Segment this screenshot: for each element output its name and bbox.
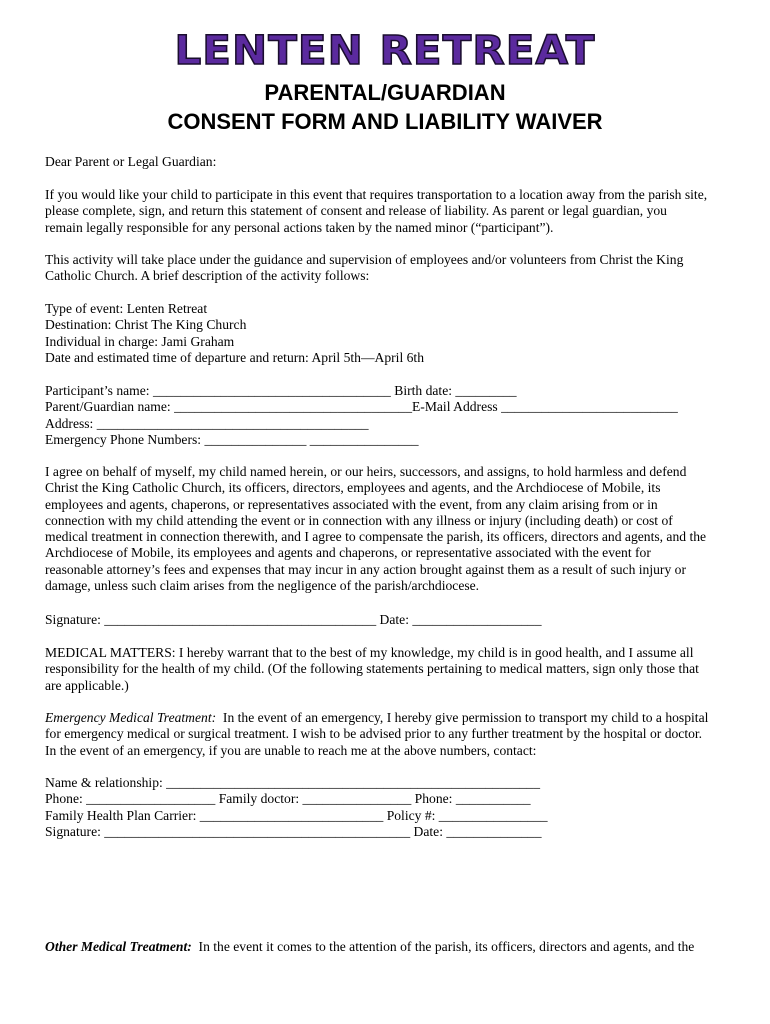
event-individual-in-charge: Individual in charge: Jami Graham xyxy=(45,333,235,349)
document-subtitle-2: CONSENT FORM AND LIABILITY WAIVER xyxy=(167,109,603,134)
other-medical-text: In the event it comes to the attention of the parish, its officers, directors and agents, and the xyxy=(191,939,695,954)
event-type: Type of event: Lenten Retreat xyxy=(45,301,208,316)
document-title: LENTEN RETREAT xyxy=(174,28,596,74)
medical-line: responsibility for the health of my child. (Of the following statements pertaining to medical matters, sign only those that xyxy=(45,661,699,677)
agreement-line: I agree on behalf of myself, my child named herein, or our heirs, successors, and assigns, to hold harmless and defend xyxy=(45,464,687,479)
intro-line: please complete, sign, and return this statement of consent and release of liability. As parent or legal guardian, you xyxy=(45,203,667,219)
agreement-paragraph xyxy=(45,464,735,594)
intro-paragraph xyxy=(45,187,735,236)
other-medical-label: Other Medical Treatment: xyxy=(45,939,192,954)
signature-date-field[interactable]: Signature: ________________________________________ Date: ___________________ xyxy=(45,612,542,627)
address-field[interactable]: Address: ________________________________________ xyxy=(45,415,369,431)
agreement-line: medical treatment in connection therewith, and I agree to compensate the parish, its officers, directors and agents, and the xyxy=(45,529,707,545)
greeting xyxy=(45,154,735,170)
emergency-phone-field[interactable]: Emergency Phone Numbers: _______________ ________________ xyxy=(45,431,419,447)
event-details xyxy=(45,301,735,366)
other-medical-line xyxy=(45,939,735,955)
emergency-first-line xyxy=(45,710,735,726)
agreement-line: Archdiocese of Mobile, its employees and agents and chaperons, or representative associated with the event for xyxy=(45,545,651,561)
parent-guardian-field[interactable]: Parent/Guardian name: ___________________________________E-Mail Address __________________________ xyxy=(45,399,678,415)
agreement-line: Christ the King Catholic Church, its officers, directors, employees and agents, and the Archdiocese of Mobile, its xyxy=(45,480,661,496)
agreement-line: employees and agents, chaperons, or representatives associated with the event, from any claim arising from or in xyxy=(45,496,658,512)
medical-line: are applicable.) xyxy=(45,677,129,693)
greeting-line: Dear Parent or Legal Guardian: xyxy=(45,154,217,169)
activity-line: This activity will take place under the guidance and supervision of employees and/or volunteers from Christ the King xyxy=(45,252,684,267)
agreement-line: connection with my child attending the event or in connection with any illness or injury (including death) or cost of xyxy=(45,512,673,528)
intro-line: If you would like your child to participate in this event that requires transportation to a location away from the parish site, xyxy=(45,187,708,202)
activity-line: Catholic Church. A brief description of the activity follows: xyxy=(45,268,370,284)
agreement-line: reasonable attorney’s fees and expenses that may incur in any action brought against them as a result of such injury or xyxy=(45,561,686,577)
intro-line: remain legally responsible for any personal actions taken by the named minor (“participant”). xyxy=(45,219,554,235)
event-dates: Date and estimated time of departure and return: April 5th—April 6th xyxy=(45,349,425,365)
other-medical-paragraph xyxy=(45,939,735,955)
emergency-contact-fields xyxy=(45,775,735,840)
name-relationship-field[interactable]: Name & relationship: _______________________________________________________ xyxy=(45,775,541,790)
agreement-line: damage, unless such claim arises from the negligence of the parish/archdiocese. xyxy=(45,578,480,594)
participant-name-field[interactable]: Participant’s name: ___________________________________ Birth date: _________ xyxy=(45,383,517,398)
phone-doctor-field[interactable]: Phone: ___________________ Family doctor: ________________ Phone: ___________ xyxy=(45,791,531,807)
emergency-treatment-label: Emergency Medical Treatment: xyxy=(45,710,217,725)
participant-fields xyxy=(45,383,735,448)
document-subtitle-1: PARENTAL/GUARDIAN xyxy=(264,80,506,105)
signature-section xyxy=(45,612,735,628)
emergency-first-line-text: In the event of an emergency, I hereby give permission to transport my child to a hospital xyxy=(216,710,709,725)
health-plan-field[interactable]: Family Health Plan Carrier: ___________________________ Policy #: ________________ xyxy=(45,807,548,823)
emergency-line: In the event of an emergency, if you are unable to reach me at the above numbers, contact: xyxy=(45,742,537,758)
medical-matters-paragraph xyxy=(45,645,735,694)
medical-signature-field[interactable]: Signature: _____________________________________________ Date: ______________ xyxy=(45,823,542,839)
emergency-treatment-paragraph xyxy=(45,710,735,759)
emergency-line: for emergency medical or surgical treatment. I wish to be advised prior to any further treatment by the hospital or doctor. xyxy=(45,726,703,742)
medical-line: MEDICAL MATTERS: I hereby warrant that to the best of my knowledge, my child is in good health, and I assume all xyxy=(45,645,694,660)
event-destination: Destination: Christ The King Church xyxy=(45,317,247,333)
activity-paragraph xyxy=(45,252,735,285)
